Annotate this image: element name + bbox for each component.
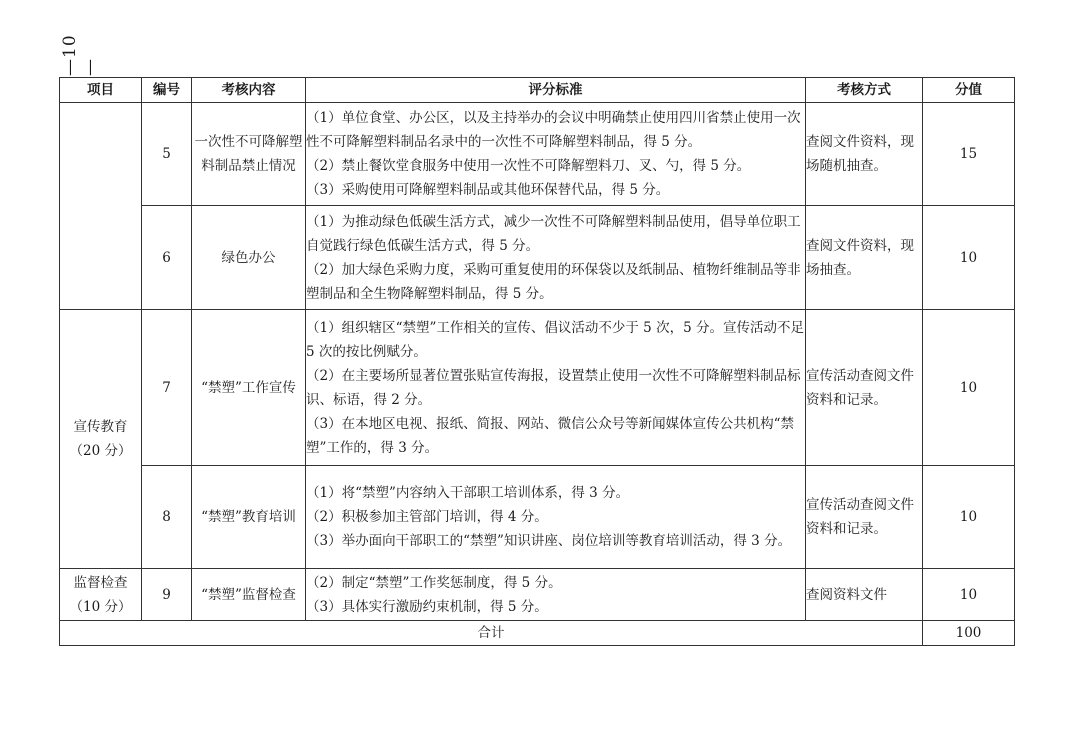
content-cell: 一次性不可降解塑料制品禁止情况 — [192, 103, 306, 206]
criteria-cell — [306, 103, 806, 206]
total-label: 合计 — [60, 621, 923, 646]
criteria-item: （3）具体实行激励约束机制，得 5 分。 — [306, 598, 548, 615]
header-method: 考核方式 — [806, 78, 923, 103]
criteria-cell — [306, 206, 806, 310]
content-cell: “禁塑”监督检查 — [192, 569, 306, 621]
header-criteria: 评分标准 — [306, 78, 806, 103]
project-cell — [60, 103, 142, 310]
total-row — [60, 621, 1015, 646]
table-row — [60, 103, 1015, 206]
method-cell: 查阅资料文件 — [806, 569, 923, 621]
criteria-item: （2）禁止餐饮堂食服务中使用一次性不可降解塑料刀、叉、勺，得 5 分。 — [306, 158, 751, 174]
criteria-item: （1）单位食堂、办公区，以及主持举办的会议中明确禁止使用四川省禁止使用一次性不可降解塑料制品名录中的一次性不可降解塑料制品，得 5 分。 — [306, 110, 801, 150]
number-cell: 5 — [142, 103, 192, 206]
method-cell: 宣传活动查阅文件资料和记录。 — [806, 466, 923, 569]
number-cell: 6 — [142, 206, 192, 310]
criteria-item: （1）为推动绿色低碳生活方式，减少一次性不可降解塑料制品使用，倡导单位职工自觉践行绿色低碳生活方式，得 5 分。 — [306, 213, 801, 254]
criteria-item: （1）将“禁塑”内容纳入干部职工培训体系，得 3 分。 — [306, 485, 630, 501]
method-cell: 查阅文件资料，现场抽查。 — [806, 206, 923, 310]
header-content: 考核内容 — [192, 78, 306, 103]
criteria-item: （3）采购使用可降解塑料制品或其他环保替代品，得 5 分。 — [306, 182, 670, 198]
table-row — [60, 466, 1015, 569]
criteria-item: （2）在主要场所显著位置张贴宣传海报，设置禁止使用一次性不可降解塑料制品标识、标语，得 2 分。 — [306, 367, 801, 408]
criteria-item: （2）制定“禁塑”工作奖惩制度，得 5 分。 — [306, 574, 562, 591]
score-cell: 10 — [923, 310, 1015, 466]
total-score: 100 — [923, 621, 1015, 646]
number-cell: 9 — [142, 569, 192, 621]
project-cell: 宣传教育（20 分） — [60, 310, 142, 569]
page-number-text: —10— — [60, 34, 100, 76]
score-cell: 10 — [923, 466, 1015, 569]
table-row — [60, 206, 1015, 310]
criteria-item: （3）举办面向干部职工的“禁塑”知识讲座、岗位培训等教育培训活动，得 3 分。 — [306, 533, 792, 549]
content-cell: 绿色办公 — [192, 206, 306, 310]
criteria-item: （3）在本地区电视、报纸、简报、网站、微信公众号等新闻媒体宣传公共机构“禁塑”工作的，得 3 分。 — [306, 415, 794, 456]
criteria-cell — [306, 310, 806, 466]
scoring-table — [59, 77, 1015, 646]
score-cell: 15 — [923, 103, 1015, 206]
criteria-cell — [306, 569, 806, 621]
criteria-item: （1）组织辖区“禁塑”工作相关的宣传、倡议活动不少于 5 次，5 分。宣传活动不足 5 次的按比例赋分。 — [306, 319, 804, 360]
number-cell: 7 — [142, 310, 192, 466]
criteria-item: （2）积极参加主管部门培训，得 4 分。 — [306, 509, 548, 525]
header-row — [60, 78, 1015, 103]
method-cell: 查阅文件资料，现场随机抽查。 — [806, 103, 923, 206]
header-score: 分值 — [923, 78, 1015, 103]
header-project: 项目 — [60, 78, 142, 103]
table-row — [60, 569, 1015, 621]
method-cell: 宣传活动查阅文件资料和记录。 — [806, 310, 923, 466]
score-cell: 10 — [923, 206, 1015, 310]
number-cell: 8 — [142, 466, 192, 569]
criteria-cell — [306, 466, 806, 569]
content-cell: “禁塑”工作宣传 — [192, 310, 306, 466]
project-cell: 监督检查（10 分） — [60, 569, 142, 621]
header-number: 编号 — [142, 78, 192, 103]
table-row — [60, 310, 1015, 466]
content-cell: “禁塑”教育培训 — [192, 466, 306, 569]
page-number — [62, 18, 98, 76]
criteria-item: （2）加大绿色采购力度，采购可重复使用的环保袋以及纸制品、植物纤维制品等非塑制品和全生物降解塑料制品，得 5 分。 — [306, 261, 801, 302]
score-cell: 10 — [923, 569, 1015, 621]
